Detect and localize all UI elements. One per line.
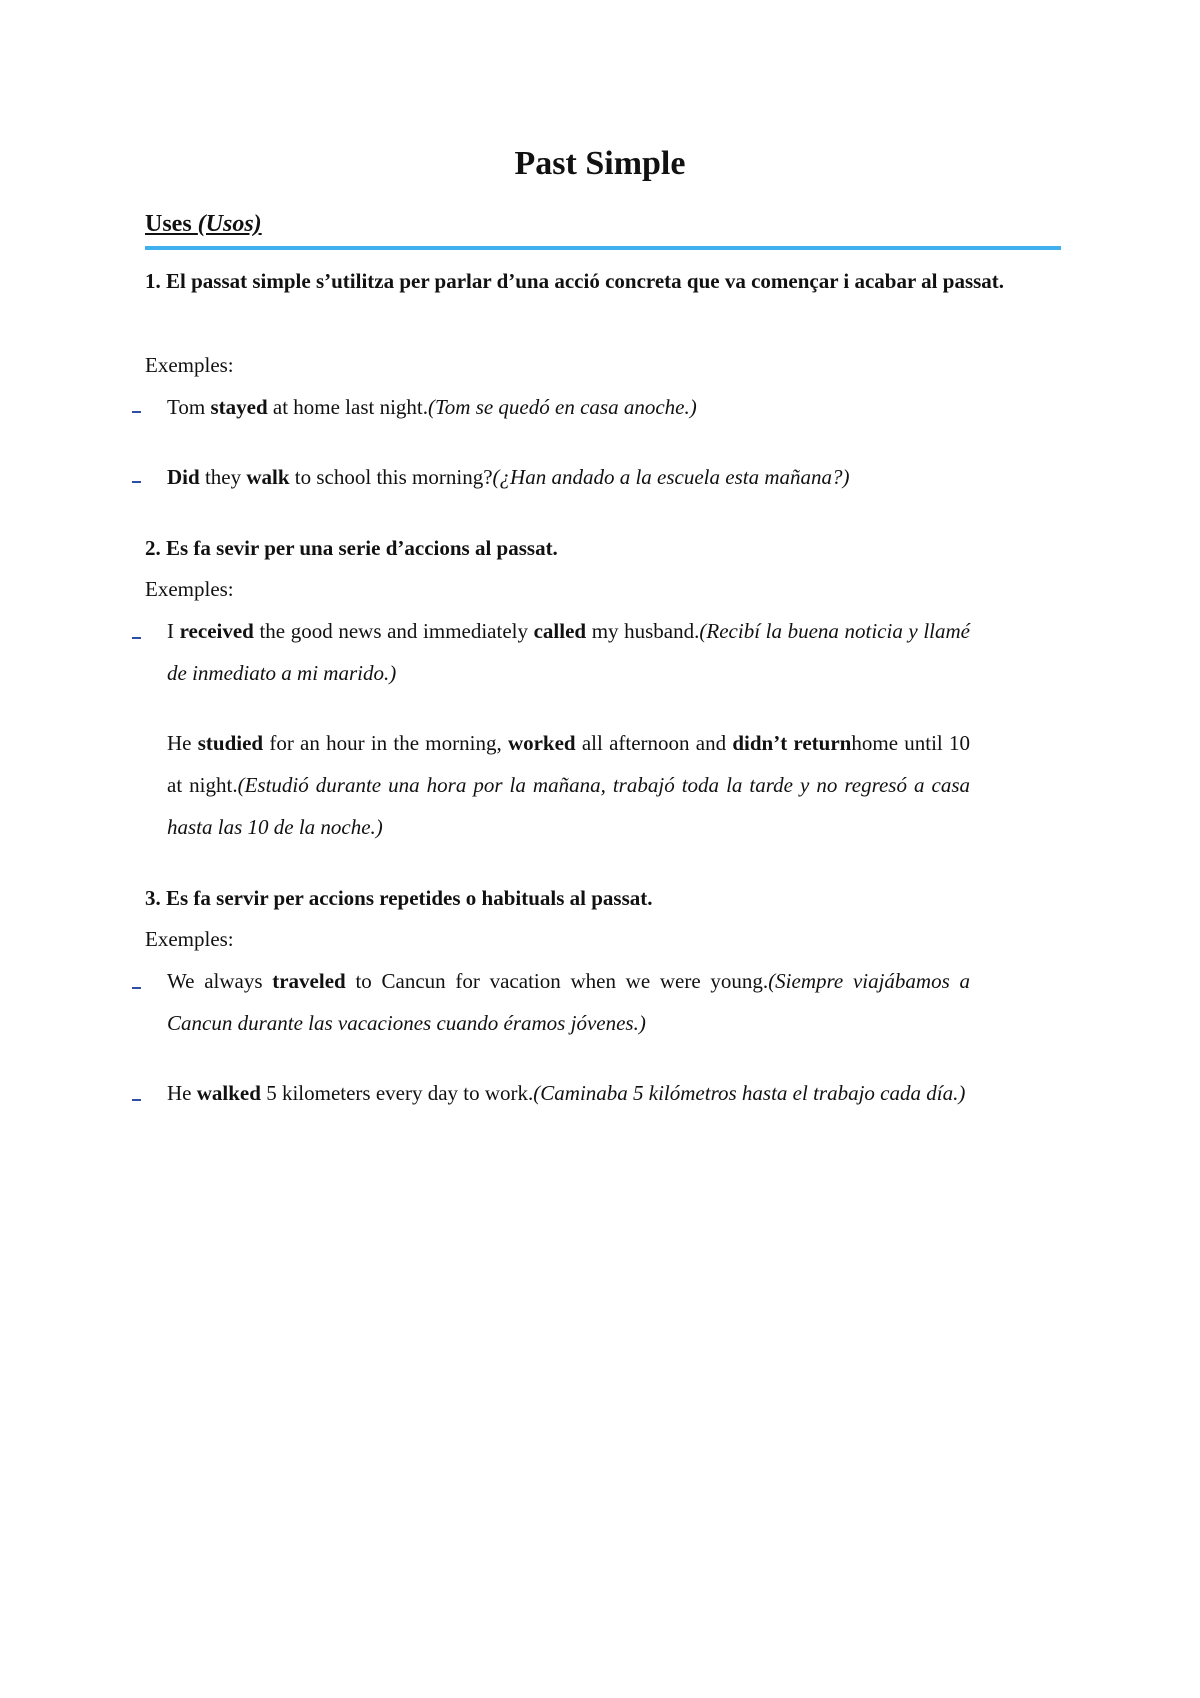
- example-1-1: [167, 386, 970, 428]
- sentence-text: to Cancun for vacation when we were young.: [345, 969, 769, 993]
- sentence-text: at home last night.: [267, 395, 429, 419]
- bold-verb: didn’t return: [732, 731, 852, 755]
- rule-1: 1. El passat simple s’utilitza per parlar d’una acció concreta que va començar i acabar al passat.: [145, 269, 1005, 293]
- translation-text: (¿Han andado a la escuela esta mañana?): [492, 465, 850, 489]
- translation-text: (Siempre viajábamos a Cancun durante las vacaciones cuando éramos jóvenes.): [167, 969, 971, 1035]
- bold-verb: received: [179, 619, 254, 643]
- bold-verb: walked: [196, 1081, 261, 1105]
- translation-text: (Caminaba 5 kilómetros hasta el trabajo cada día.): [533, 1081, 966, 1105]
- example-3-2: [167, 1072, 970, 1114]
- heading-main: Uses: [145, 211, 198, 237]
- bold-verb: worked: [507, 731, 576, 755]
- sentence-text: home until 10 at night.: [167, 731, 970, 797]
- example-2-1: [167, 610, 970, 694]
- bold-verb: traveled: [272, 969, 346, 993]
- translation-text: (Tom se quedó en casa anoche.): [428, 395, 697, 419]
- heading-underline-rule: [145, 246, 1061, 250]
- rule-2: 2. Es fa sevir per una serie d’accions al passat.: [145, 536, 558, 560]
- example-2-2: [167, 722, 970, 848]
- bullet-marker: [132, 411, 141, 413]
- sentence-text: We always: [167, 969, 273, 993]
- bullet-marker: [132, 481, 141, 483]
- translation-text: (Recibí la buena noticia y llamé de inmediato a mi marido.): [167, 619, 971, 685]
- sentence-text: He: [167, 731, 198, 755]
- section-heading: [145, 209, 262, 239]
- bold-verb: walk: [246, 465, 290, 489]
- sentence-text: 5 kilometers every day to work.: [260, 1081, 534, 1105]
- page-title: Past Simple: [514, 145, 686, 182]
- sentence-text: to school this morning?: [289, 465, 493, 489]
- sentence-text: I: [167, 619, 180, 643]
- sentence-text: Tom: [167, 395, 211, 419]
- examples-label-3: Exemples:: [145, 927, 234, 951]
- example-3-1: [167, 960, 970, 1044]
- examples-label-1: Exemples:: [145, 353, 234, 377]
- sentence-text: my husband.: [586, 619, 700, 643]
- bullet-marker: [132, 637, 141, 639]
- bold-verb: stayed: [210, 395, 268, 419]
- translation-text: (Estudió durante una hora por la mañana, trabajó toda la tarde y no regresó a casa hasta las 10 de la noche.): [167, 773, 971, 839]
- sentence-text: for an hour in the morning,: [263, 731, 508, 755]
- heading-paren: (Usos): [197, 211, 262, 237]
- sentence-text: He: [167, 1081, 197, 1105]
- sentence-text: the good news and immediately: [253, 619, 534, 643]
- sentence-text: they: [199, 465, 247, 489]
- bold-verb: studied: [197, 731, 264, 755]
- example-1-2: [167, 456, 970, 498]
- sentence-text: all afternoon and: [575, 731, 733, 755]
- bullet-marker: [132, 987, 141, 989]
- bold-verb: Did: [167, 465, 200, 489]
- bullet-marker: [132, 1099, 141, 1101]
- rule-3: 3. Es fa servir per accions repetides o habituals al passat.: [145, 886, 653, 910]
- bold-verb: called: [533, 619, 587, 643]
- examples-label-2: Exemples:: [145, 577, 234, 601]
